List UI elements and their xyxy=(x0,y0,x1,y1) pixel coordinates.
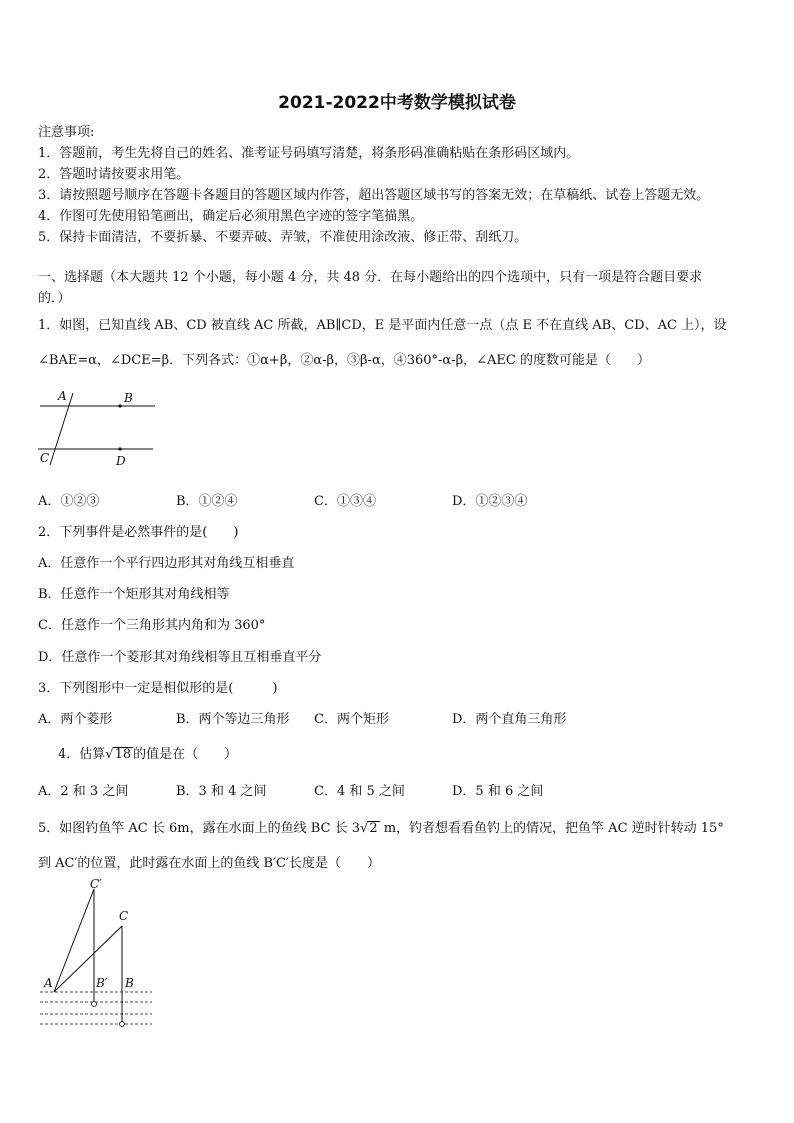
q2-option-a[interactable]: A．任意作一个平行四边形其对角线互相垂直 xyxy=(38,556,295,571)
q5-label-c: C xyxy=(119,909,129,923)
notice-item: 3．请按照题号顺序在答题卡各题目的答题区域内作答，超出答题区域书写的答案无效；在草稿纸、试卷上答题无效。 xyxy=(38,188,710,203)
sqrt-icon: √ xyxy=(360,821,369,836)
q1-label-c: C xyxy=(40,451,50,465)
q5-stem-post: m，钓者想看看鱼钓上的情况，把鱼竿 AC 逆时针转动 15° xyxy=(379,821,724,836)
q4-radicand: 18 xyxy=(114,747,132,762)
q5-stem-line1 xyxy=(38,817,724,836)
q4-option-b[interactable]: B．3 和 4 之间 xyxy=(176,784,267,799)
q5-stem-pre: 5．如图钓鱼竿 AC 长 6m，露在水面上的鱼线 BC 长 3 xyxy=(38,821,361,836)
q1-option-c[interactable]: C．①③④ xyxy=(314,494,376,509)
q1-stem-line1: 1．如图，已知直线 AB、CD 被直线 AC 所截，AB∥CD，E 是平面内任意一点（点 E 不在直线 AB、CD、AC 上），设 xyxy=(38,318,727,333)
q2-option-d[interactable]: D．任意作一个菱形其对角线相等且互相垂直平分 xyxy=(38,650,322,665)
q4-stem-pre: 4．估算 xyxy=(58,747,106,762)
q1-option-b[interactable]: B．①②④ xyxy=(176,494,238,509)
q3-option-c[interactable]: C．两个矩形 xyxy=(314,712,389,727)
q1-label-d: D xyxy=(116,454,126,468)
q1-label-a: A xyxy=(58,389,67,403)
q1-stem-line2: ∠BAE=α，∠DCE=β．下列各式：①α+β，②α-β，③β-α，④360°-α-β，∠AEC 的度数可能是（ ） xyxy=(38,353,650,368)
q3-option-a[interactable]: A．两个菱形 xyxy=(38,712,113,727)
q4-option-a[interactable]: A．2 和 3 之间 xyxy=(38,784,129,799)
q5-figure xyxy=(36,876,161,1036)
q2-option-c[interactable]: C．任意作一个三角形其内角和为 360° xyxy=(38,618,266,633)
q1-label-b: B xyxy=(124,391,133,405)
notice-item: 5．保持卡面清洁，不要折暴、不要弄破、弄皱，不准使用涂改液、修正带、刮纸刀。 xyxy=(38,230,528,245)
notice-item: 4．作图可先使用铅笔画出，确定后必须用黑色字迹的签字笔描黑。 xyxy=(38,209,424,224)
q5-stem-line2: 到 AC′的位置，此时露在水面上的鱼线 B′C′长度是（ ） xyxy=(38,856,380,871)
q4-stem-post: 的值是在（ ） xyxy=(133,747,238,762)
q1-option-a[interactable]: A．①②③ xyxy=(38,494,100,509)
q4-option-c[interactable]: C．4 和 5 之间 xyxy=(314,784,405,799)
q5-radicand: 2 xyxy=(369,821,378,836)
q2-stem: 2．下列事件是必然事件的是( ) xyxy=(38,525,239,540)
q5-label-c-prime: C′ xyxy=(90,877,102,891)
q5-label-b: B xyxy=(125,976,134,990)
q1-option-d[interactable]: D．①②③④ xyxy=(452,494,528,509)
q1-figure xyxy=(36,385,161,470)
sqrt-icon: √ xyxy=(105,747,114,762)
page-title: 2021-2022中考数学模拟试卷 xyxy=(278,93,516,113)
q3-option-b[interactable]: B．两个等边三角形 xyxy=(176,712,290,727)
notice-heading: 注意事项: xyxy=(38,125,95,140)
section-heading-line2: 的．） xyxy=(38,291,71,306)
q5-label-b-prime: B′ xyxy=(96,976,108,990)
q2-option-b[interactable]: B．任意作一个矩形其对角线相等 xyxy=(38,587,230,602)
q5-label-a: A xyxy=(44,976,53,990)
q4-stem xyxy=(58,743,237,762)
section-heading-line1: 一、选择题（本大题共 12 个小题，每小题 4 分，共 48 分．在每小题给出的四个选项中，只有一项是符合题目要求 xyxy=(38,270,703,285)
notice-item: 1．答题前，考生先将自己的姓名、准考证号码填写清楚，将条形码准确粘贴在条形码区域内。 xyxy=(38,146,580,161)
q3-stem: 3．下列图形中一定是相似形的是( ) xyxy=(38,681,278,696)
q3-option-d[interactable]: D．两个直角三角形 xyxy=(452,712,567,727)
notice-item: 2．答题时请按要求用笔。 xyxy=(38,167,190,182)
q4-option-d[interactable]: D．5 和 6 之间 xyxy=(452,784,544,799)
